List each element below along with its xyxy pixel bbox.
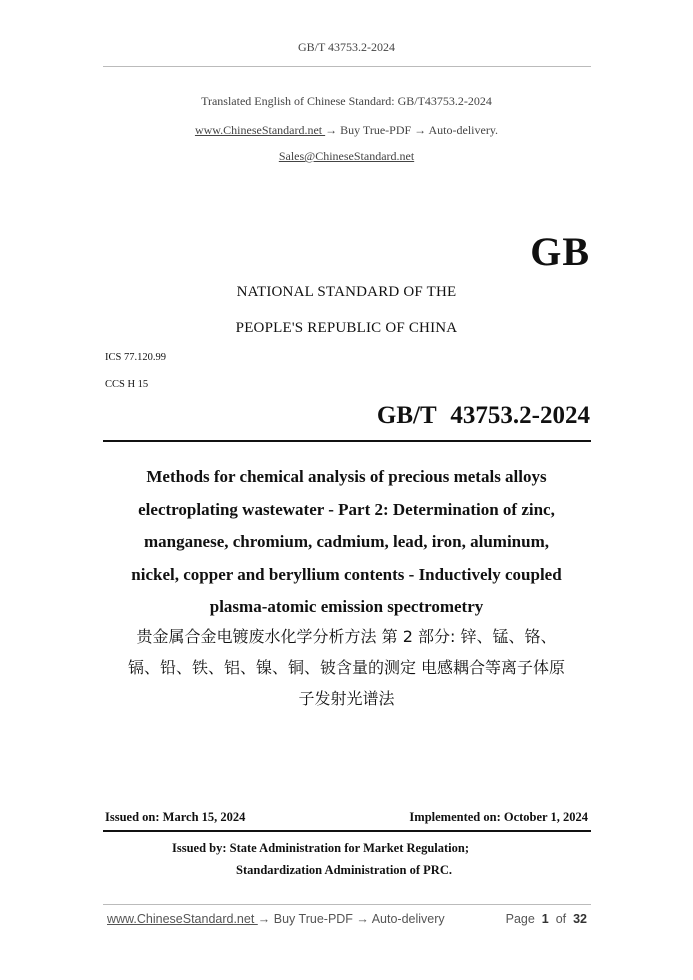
footer-divider xyxy=(103,904,591,905)
email-link[interactable]: Sales@ChineseStandard.net xyxy=(278,149,415,163)
national-standard-line-2: PEOPLE'S REPUBLIC OF CHINA xyxy=(235,320,458,336)
title-english-line: manganese, chromium, cadmium, lead, iron, aluminum, xyxy=(143,532,550,551)
footer-site-link[interactable]: www.ChineseStandard.net xyxy=(107,912,258,926)
title-chinese-line: 镉、铅、铁、铝、镍、铜、铍含量的测定 电感耦合等离子体原 xyxy=(127,658,566,677)
ccs-code: CCS H 15 xyxy=(105,379,149,390)
gb-mark: GB xyxy=(530,229,590,274)
national-standard-line-1: NATIONAL STANDARD OF THE xyxy=(236,284,457,300)
page-label: Page xyxy=(505,912,535,926)
running-header: GB/T 43753.2-2024 xyxy=(297,40,396,54)
page-total: 32 xyxy=(573,912,587,926)
purchase-line xyxy=(0,123,693,138)
page-footer xyxy=(107,912,587,926)
title-chinese-line: 贵金属合金电镀废水化学分析方法 第 2 部分: 锌、锰、铬、 xyxy=(136,627,557,646)
title-english-line: Methods for chemical analysis of precious metals alloys xyxy=(146,467,547,486)
purchase-line-tail: → Buy True-PDF → Auto-delivery. xyxy=(325,123,499,137)
title-english xyxy=(0,461,693,624)
header-divider xyxy=(103,66,591,67)
issued-by-line-2: Standardization Administration of PRC. xyxy=(236,863,452,877)
ics-code: ICS 77.120.99 xyxy=(105,352,166,363)
page-indicator xyxy=(506,912,587,926)
implemented-on-date: Implemented on: October 1, 2024 xyxy=(409,810,588,824)
issued-by-line-1: Issued by: State Administration for Market Regulation; xyxy=(172,841,469,855)
title-english-line: electroplating wastewater - Part 2: Determination of zinc, xyxy=(138,499,555,519)
email-line xyxy=(0,149,693,164)
dates-rule xyxy=(103,830,591,832)
standard-number: GB/T 43753.2-2024 xyxy=(376,402,590,429)
site-link[interactable]: www.ChineseStandard.net xyxy=(194,123,326,137)
page-current: 1 xyxy=(541,912,549,926)
footer-tail: → Buy True-PDF → Auto-delivery xyxy=(257,912,445,926)
title-english-line: plasma-atomic emission spectrometry xyxy=(209,597,484,616)
title-chinese-line: 子发射光谱法 xyxy=(298,689,395,708)
standard-number-rule xyxy=(103,440,591,442)
page-of: of xyxy=(555,912,567,926)
title-english-line: nickel, copper and beryllium contents - Inductively coupled xyxy=(131,564,562,584)
translation-notice: Translated English of Chinese Standard: GB/T43753.2-2024 xyxy=(201,94,492,108)
issued-on-date: Issued on: March 15, 2024 xyxy=(105,810,246,824)
title-chinese xyxy=(0,621,693,714)
